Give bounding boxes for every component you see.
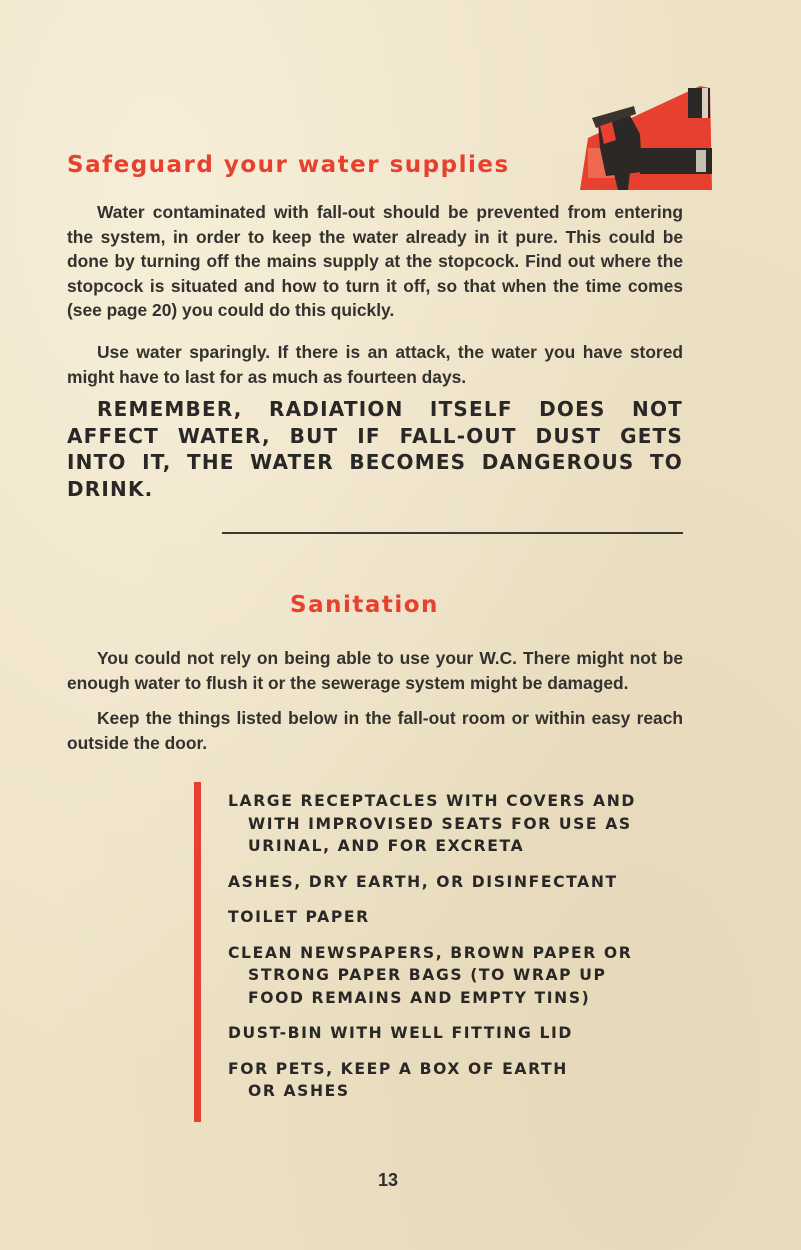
list-item (228, 1022, 668, 1045)
sanitation-paragraph-2: Keep the things listed below in the fall-out room or within easy reach outside the door. (67, 708, 683, 753)
page-number: 13 (378, 1170, 399, 1190)
list-item-line: ASHES, DRY EARTH, OR DISINFECTANT (228, 872, 618, 891)
list-item-line: STRONG PAPER BAGS (TO WRAP UP (248, 966, 607, 984)
list-item (228, 1058, 668, 1103)
radiation-warning: REMEMBER, RADIATION ITSELF DOES NOT AFFECT WATER, BUT IF FALL-OUT DUST GETS INTO IT, THE WATER BECOMES DANGEROUS TO DRINK. (67, 397, 683, 501)
water-paragraph-1: Water contaminated with fall-out should be prevented from entering the system, in order to keep the water already in it pure. This could be done by turning off the mains supply at the stopcock. Find out where the stopcock is situated and how to turn it off, so that when the time comes (see page 20) you could do this quickly. (67, 202, 683, 320)
list-item-line: FOR PETS, KEEP A BOX OF EARTH (228, 1059, 568, 1078)
sanitation-checklist (228, 790, 668, 1116)
list-item-line: LARGE RECEPTACLES WITH COVERS AND (228, 792, 636, 810)
list-item-line: OR ASHES (248, 1082, 350, 1100)
list-item (228, 906, 668, 929)
list-item-line: URINAL, AND FOR EXCRETA (248, 837, 525, 855)
list-item-line: DUST-BIN WITH WELL FITTING LID (228, 1024, 573, 1042)
list-accent-bar (194, 782, 201, 1122)
section-divider (222, 532, 683, 534)
list-item-line: TOILET PAPER (228, 908, 370, 926)
sanitation-section-title: Sanitation (290, 592, 439, 618)
list-item-line: CLEAN NEWSPAPERS, BROWN PAPER OR (228, 943, 633, 962)
water-tap-icon (570, 78, 730, 196)
sanitation-paragraph-1: You could not rely on being able to use your W.C. There might not be enough water to flush it or the sewerage system might be damaged. (67, 648, 683, 693)
water-paragraph-2: Use water sparingly. If there is an attack, the water you have stored might have to last for as much as fourteen days. (67, 342, 683, 387)
water-section-title: Safeguard your water supplies (67, 152, 510, 178)
list-item-line: WITH IMPROVISED SEATS FOR USE AS (248, 814, 632, 833)
list-item (228, 871, 668, 894)
list-item (228, 942, 668, 1010)
list-item-line: FOOD REMAINS AND EMPTY TINS) (248, 988, 591, 1007)
list-item (228, 790, 668, 858)
